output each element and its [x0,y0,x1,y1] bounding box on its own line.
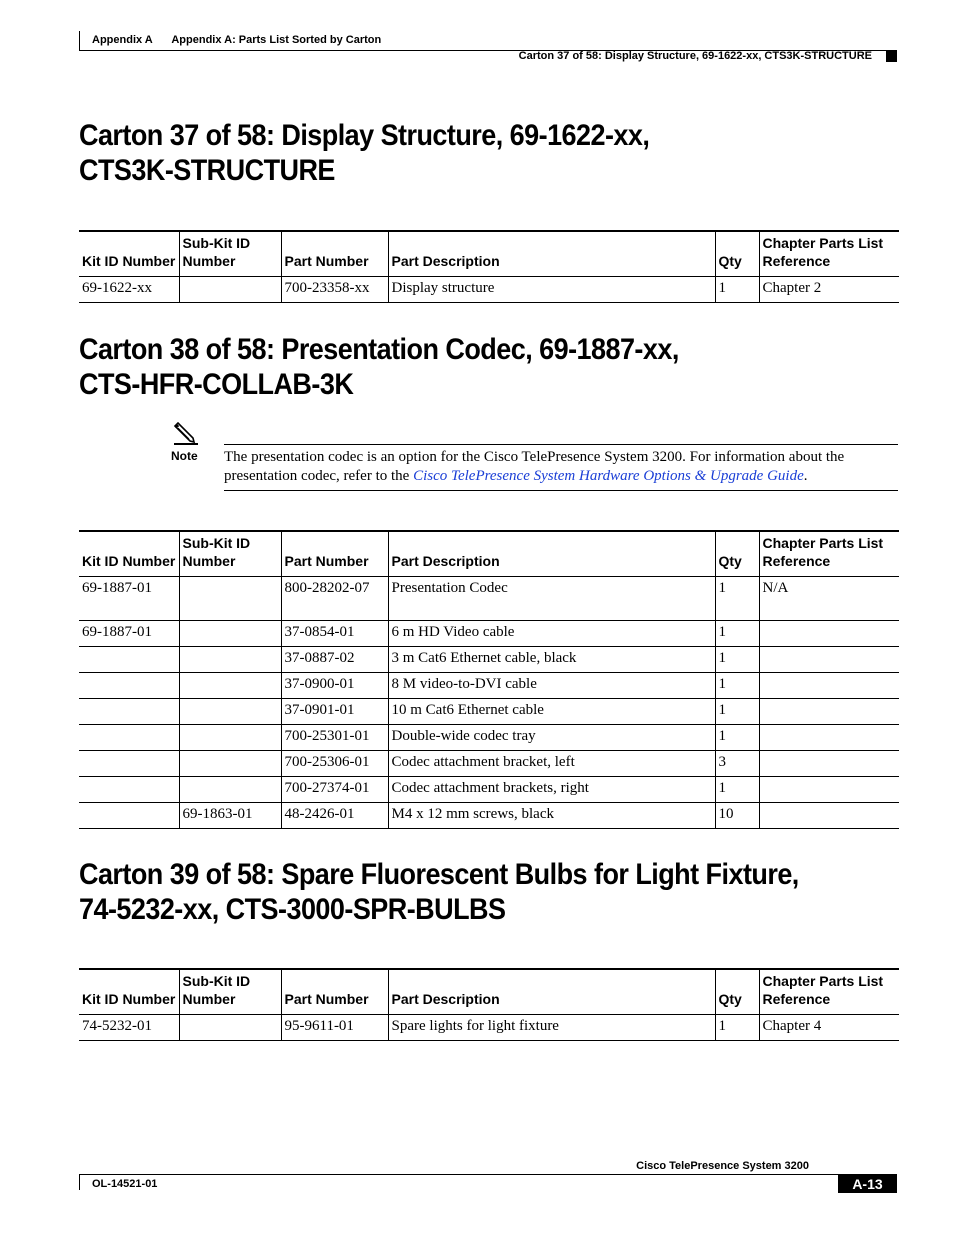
table-cell [79,751,179,777]
table-cell: Presentation Codec [388,577,715,621]
table-row [79,803,899,829]
table-cell: Codec attachment bracket, left [388,751,715,777]
pencil-note-icon [172,422,200,446]
table-cell [759,751,899,777]
header-appendix: Appendix A [92,34,153,46]
carton39-rows [79,1015,899,1041]
table-cell: 8 M video-to-DVI cable [388,673,715,699]
footer-doc-number: OL-14521-01 [92,1178,158,1190]
table-cell: 700-27374-01 [281,777,388,803]
table-cell [179,751,281,777]
column-header: Part Description [388,969,715,1015]
table-cell: 800-28202-07 [281,577,388,621]
table-cell: Codec attachment brackets, right [388,777,715,803]
table-cell: 1 [715,1015,759,1041]
table-cell [79,777,179,803]
table-row [79,277,899,303]
table-cell: Display structure [388,277,715,303]
carton37-title-line1: Carton 37 of 58: Display Structure, 69-1622-xx, [79,119,650,152]
table-cell [759,777,899,803]
table-cell [79,725,179,751]
table-cell: 69-1887-01 [79,621,179,647]
table-cell [179,699,281,725]
table-cell [759,699,899,725]
table-cell [179,725,281,751]
column-header: Chapter Parts List Reference [759,531,899,577]
carton38-table [79,530,899,829]
table-cell [79,673,179,699]
carton39-heading [79,857,817,927]
table-cell: 3 [715,751,759,777]
table-row [79,751,899,777]
table-row [79,577,899,621]
carton37-heading [79,118,817,188]
header-section: Carton 37 of 58: Display Structure, 69-1622-xx, CTS3K-STRUCTURE [518,50,872,62]
hardware-guide-link[interactable]: Cisco TelePresence System Hardware Options & Upgrade Guide [413,468,804,484]
table-cell: 1 [715,277,759,303]
table-row [79,621,899,647]
table-cell: 48-2426-01 [281,803,388,829]
table-cell: 10 m Cat6 Ethernet cable [388,699,715,725]
column-header: Sub-Kit ID Number [179,969,281,1015]
table-row [79,647,899,673]
carton39-title-line2: 74-5232-xx, CTS-3000-SPR-BULBS [79,893,506,926]
column-header: Chapter Parts List Reference [759,969,899,1015]
table-cell: 95-9611-01 [281,1015,388,1041]
table-cell: 74-5232-01 [79,1015,179,1041]
table-row [79,699,899,725]
table-cell: Chapter 2 [759,277,899,303]
table-cell [759,621,899,647]
table-cell: Double-wide codec tray [388,725,715,751]
running-header [92,34,381,46]
table-cell [179,621,281,647]
table-cell: M4 x 12 mm screws, black [388,803,715,829]
note-box [224,444,898,491]
note-end: . [803,468,808,484]
column-header: Part Number [281,969,388,1015]
column-header: Part Number [281,531,388,577]
table-cell: 1 [715,725,759,751]
table-row [79,1015,899,1041]
table-cell: 3 m Cat6 Ethernet cable, black [388,647,715,673]
note-text: The presentation codec is an option for the Cisco TelePresence System 3200. For information about the presentation codec, refer to the [224,449,845,484]
table-cell: 37-0901-01 [281,699,388,725]
table-cell: 37-0854-01 [281,621,388,647]
column-header: Kit ID Number [79,231,179,277]
table-cell: 1 [715,577,759,621]
table-cell: 37-0900-01 [281,673,388,699]
column-header: Part Number [281,231,388,277]
table-cell [759,725,899,751]
table-cell [179,777,281,803]
table-cell [179,1015,281,1041]
table-cell: 1 [715,777,759,803]
column-header: Sub-Kit ID Number [179,531,281,577]
column-header: Kit ID Number [79,969,179,1015]
table-header-row [79,969,899,1015]
column-header: Sub-Kit ID Number [179,231,281,277]
table-cell [79,699,179,725]
header-left-rule [79,31,80,51]
table-cell: 69-1622-xx [79,277,179,303]
table-cell [79,803,179,829]
table-cell [179,577,281,621]
table-header-row [79,231,899,277]
carton38-title-line1: Carton 38 of 58: Presentation Codec, 69-1887-xx, [79,333,679,366]
table-cell: 1 [715,621,759,647]
table-cell: 1 [715,647,759,673]
table-cell: 1 [715,673,759,699]
table-row [79,725,899,751]
table-cell: 37-0887-02 [281,647,388,673]
carton37-rows [79,277,899,303]
carton37-title-line2: CTS3K-STRUCTURE [79,154,335,187]
table-row [79,777,899,803]
footer-rule [79,1174,897,1175]
table-cell [759,647,899,673]
carton38-heading [79,332,817,402]
carton39-title-line1: Carton 39 of 58: Spare Fluorescent Bulbs for Light Fixture, [79,858,799,891]
column-header: Kit ID Number [79,531,179,577]
table-header-row [79,531,899,577]
column-header: Qty [715,231,759,277]
table-cell: Spare lights for light fixture [388,1015,715,1041]
table-cell: 10 [715,803,759,829]
column-header: Part Description [388,531,715,577]
table-cell [759,673,899,699]
table-cell: 1 [715,699,759,725]
page-number: A-13 [838,1175,897,1193]
table-cell: N/A [759,577,899,621]
table-cell: 700-23358-xx [281,277,388,303]
table-cell [179,277,281,303]
carton38-title-line2: CTS-HFR-COLLAB-3K [79,368,354,401]
column-header: Qty [715,969,759,1015]
column-header: Part Description [388,231,715,277]
header-appendix-title: Appendix A: Parts List Sorted by Carton [171,34,382,46]
column-header: Qty [715,531,759,577]
note-label: Note [171,449,198,463]
footer-left-rule [79,1174,80,1190]
table-cell: 69-1887-01 [79,577,179,621]
table-cell: 6 m HD Video cable [388,621,715,647]
table-cell [179,673,281,699]
table-cell: 700-25301-01 [281,725,388,751]
table-cell: Chapter 4 [759,1015,899,1041]
table-cell: 700-25306-01 [281,751,388,777]
table-cell [79,647,179,673]
footer-title: Cisco TelePresence System 3200 [636,1160,809,1172]
carton38-rows [79,577,899,829]
carton39-table [79,968,899,1041]
table-row [79,673,899,699]
header-marker-block [886,51,897,62]
carton37-table [79,230,899,303]
table-cell: 69-1863-01 [179,803,281,829]
table-cell [759,803,899,829]
column-header: Chapter Parts List Reference [759,231,899,277]
table-cell [179,647,281,673]
